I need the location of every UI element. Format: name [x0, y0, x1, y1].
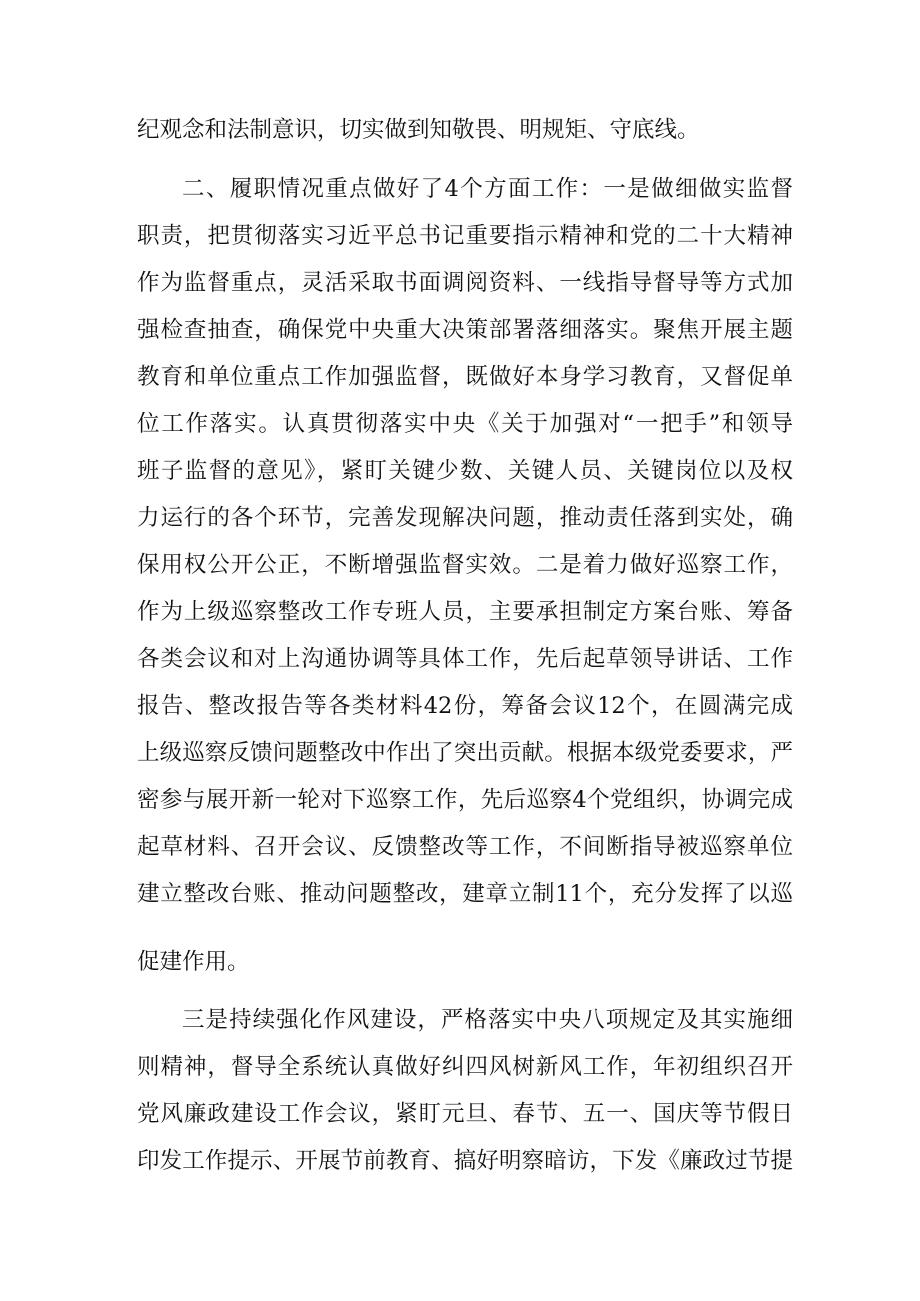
text-line: 报告、整改报告等各类材料42份，筹备会议12个，在圆满完成	[137, 693, 793, 719]
paragraph-start-line: 二、履职情况重点做好了4个方面工作：一是做细做实监督	[182, 176, 793, 202]
text-line: 作为上级巡察整改工作专班人员，主要承担制定方案台账、筹备	[137, 599, 793, 625]
text-line: 印发工作提示、开展节前教育、搞好明察暗访，下发《廉政过节提	[137, 1148, 793, 1174]
text-line: 职责，把贯彻落实习近平总书记重要指示精神和党的二十大精神	[137, 223, 793, 249]
text-line: 保用权公开公正，不断增强监督实效。二是着力做好巡察工作，	[137, 552, 793, 578]
text-line: 位工作落实。认真贯彻落实中央《关于加强对“一把手”和领导	[137, 411, 793, 437]
text-line: 作为监督重点，灵活采取书面调阅资料、一线指导督导等方式加	[137, 270, 793, 296]
text-line: 纪观念和法制意识，切实做到知敬畏、明规矩、守底线。	[137, 117, 700, 143]
paragraph-end-line: 促建作用。	[137, 949, 250, 975]
text-line: 则精神，督导全系统认真做好纠四风树新风工作，年初组织召开	[137, 1054, 793, 1080]
text-line: 班子监督的意见》，紧盯关键少数、关键人员、关键岗位以及权	[137, 458, 793, 484]
text-line: 上级巡察反馈问题整改中作出了突出贡献。根据本级党委要求，严	[137, 740, 793, 766]
text-line: 起草材料、召开会议、反馈整改等工作，不间断指导被巡察单位	[137, 834, 793, 860]
text-line: 强检查抽查，确保党中央重大决策部署落细落实。聚焦开展主题	[137, 317, 793, 343]
text-line: 党风廉政建设工作会议，紧盯元旦、春节、五一、国庆等节假日	[137, 1101, 793, 1127]
text-line: 教育和单位重点工作加强监督，既做好本身学习教育，又督促单	[137, 364, 793, 390]
text-line: 力运行的各个环节，完善发现解决问题，推动责任落到实处，确	[137, 505, 793, 531]
text-line: 密参与展开新一轮对下巡察工作，先后巡察4个党组织，协调完成	[137, 787, 793, 813]
text-line: 建立整改台账、推动问题整改，建章立制11个，充分发挥了以巡	[137, 881, 793, 907]
paragraph-start-line: 三是持续强化作风建设，严格落实中央八项规定及其实施细	[182, 1007, 793, 1033]
text-line: 各类会议和对上沟通协调等具体工作，先后起草领导讲话、工作	[137, 646, 793, 672]
